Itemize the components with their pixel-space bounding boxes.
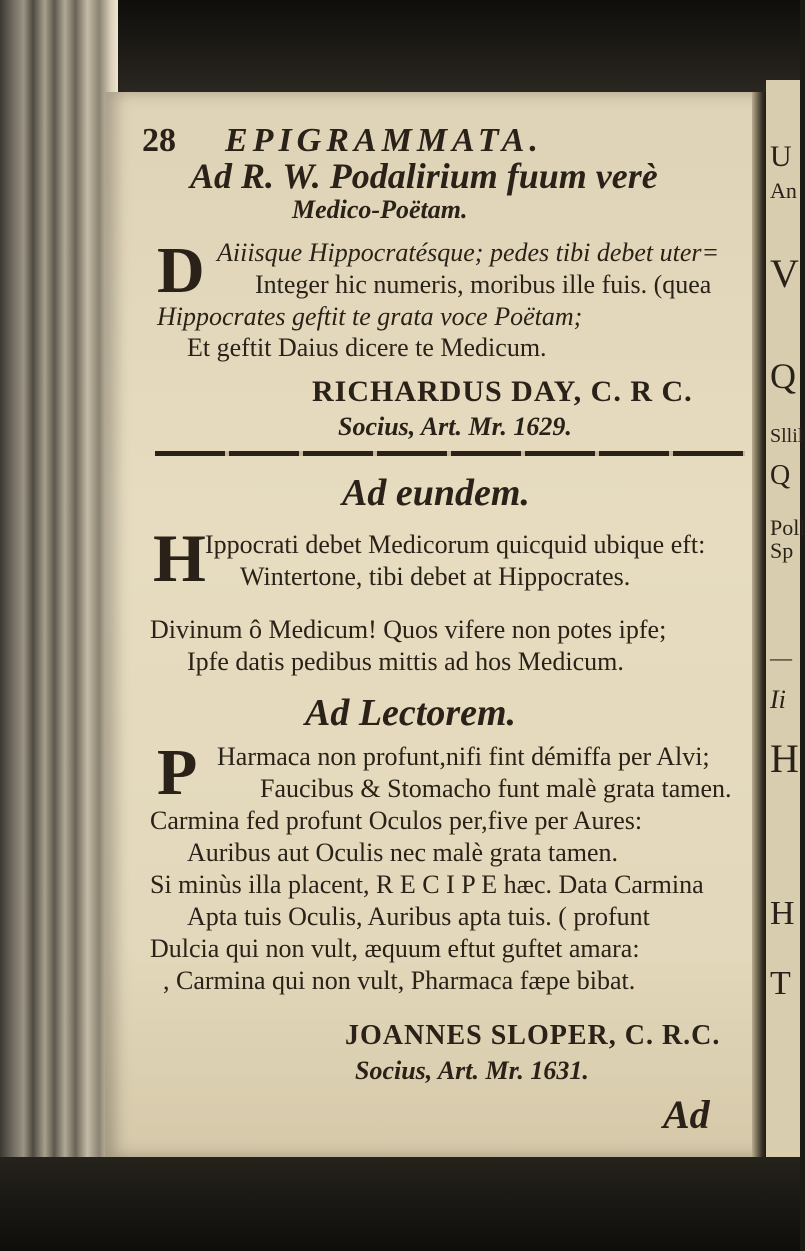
epigram3-line-3: Carmina fed profunt Oculos per,five per Aures: <box>150 806 643 835</box>
epigram3-author-title: Socius, Art. Mr. 1631. <box>355 1056 589 1085</box>
adjacent-fragment: — <box>770 645 792 670</box>
epigram3-line-8: , Carmina qui non vult, Pharmaca fæpe bibat. <box>163 966 636 995</box>
epigram1-line-4: Et geftit Daius dicere te Medicum. <box>187 333 547 362</box>
adjacent-fragment: T <box>770 965 791 1002</box>
epigram2-dropcap: H <box>153 520 206 596</box>
epigram1-line-1: Aiiisque Hippocratésque; pedes tibi debet uter= <box>217 238 720 267</box>
adjacent-fragment: H <box>770 895 795 932</box>
epigram1-author-title: Socius, Art. Mr. 1629. <box>338 412 572 441</box>
adjacent-fragment: Sp <box>770 538 794 563</box>
adjacent-fragment: Sllil <box>770 425 804 447</box>
epigram3-title: Ad Lectorem. <box>305 692 517 734</box>
book-page <box>105 92 765 1157</box>
epigram3-line-4: Auribus aut Oculis nec malè grata tamen. <box>187 838 619 867</box>
page-number: 28 <box>142 122 176 159</box>
divider-rule <box>155 451 745 456</box>
epigram3-line-5: Si minùs illa placent, R E C I P E hæc. Data Carmina <box>150 870 704 899</box>
epigram1-subtitle: Medico-Poëtam. <box>292 195 468 224</box>
catchword: Ad <box>663 1092 710 1137</box>
adjacent-fragment: H <box>770 736 799 781</box>
adjacent-fragment: An <box>770 178 797 203</box>
epigram1-line-2: Integer hic numeris, moribus ille fuis. (quea <box>255 270 712 299</box>
epigram3-line-7: Dulcia qui non vult, æquum eftut guftet amara: <box>150 934 640 963</box>
adjacent-page <box>766 80 805 1165</box>
adjacent-fragment: Q <box>770 356 796 396</box>
epigram3-line-2: Faucibus & Stomacho funt malè grata tamen. <box>260 774 732 803</box>
epigram2-line-4: Ipfe datis pedibus mittis ad hos Medicum. <box>187 647 624 676</box>
epigram3-dropcap: P <box>157 736 198 809</box>
epigram2-line-3: Divinum ô Medicum! Quos vifere non potes ipfe; <box>150 615 667 644</box>
adjacent-fragment: U <box>770 140 792 173</box>
running-title: EPIGRAMMATA. <box>225 122 543 159</box>
epigram3-author: JOANNES SLOPER, C. R.C. <box>345 1020 721 1051</box>
epigram2-line-1: Ippocrati debet Medicorum quicquid ubique eft: <box>205 530 706 559</box>
bottom-shadow <box>0 1157 800 1251</box>
adjacent-fragment: Q <box>770 460 791 491</box>
epigram2-line-2: Wintertone, tibi debet at Hippocrates. <box>240 562 631 591</box>
epigram1-author: RICHARDUS DAY, C. R C. <box>312 375 693 408</box>
epigram3-line-1: Harmaca non profunt,nifi fint démiffa per Alvi; <box>217 742 710 771</box>
top-shadow <box>118 0 800 92</box>
epigram1-dropcap: D <box>157 234 205 307</box>
adjacent-fragment: V <box>770 251 799 296</box>
adjacent-fragment: Ii <box>770 685 786 714</box>
epigram1-title: Ad R. W. Podalirium fuum verè <box>190 156 658 196</box>
epigram1-line-3: Hippocrates geftit te grata voce Poëtam; <box>157 302 583 331</box>
epigram2-title: Ad eundem. <box>342 472 530 514</box>
book-page-edges <box>0 0 118 1251</box>
adjacent-fragment: Poll <box>770 515 805 540</box>
book-gutter <box>752 92 766 1157</box>
epigram3-line-6: Apta tuis Oculis, Auribus apta tuis. ( profunt <box>187 902 650 931</box>
